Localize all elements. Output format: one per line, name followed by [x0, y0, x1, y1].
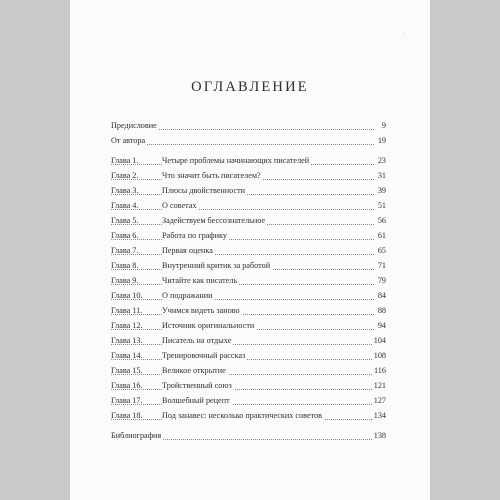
toc-entry-page: 108: [373, 351, 386, 360]
toc-entry-page: 39: [374, 185, 386, 197]
toc-entry-page: 121: [373, 381, 386, 390]
toc-entry-page: 56: [374, 215, 386, 227]
toc-entry-chapter-2: [111, 170, 386, 182]
dot-leader: [111, 144, 374, 145]
dot-leader: [111, 284, 374, 285]
toc-entry-chapter-18: [111, 410, 386, 422]
toc-entry-chapter-11: [111, 305, 386, 317]
toc-entry-page: 84: [374, 290, 386, 302]
chapter-label: Глава 7.: [111, 246, 139, 255]
toc-entry-page: 127: [373, 396, 386, 405]
toc-entry-page: 79: [374, 275, 386, 287]
toc-entry-title: Плюсы двойственности: [162, 186, 246, 195]
toc-entry-title: Что значит быть писателем?: [162, 171, 261, 180]
chapter-label: Глава 2.: [111, 171, 139, 180]
chapter-label: Глава 4.: [111, 201, 139, 210]
toc-entry-chapter-10: [111, 290, 386, 302]
toc-entry-page: 51: [374, 200, 386, 212]
toc-entry-title: Под занавес: несколько практических советов: [162, 411, 323, 420]
dot-leader: [111, 314, 374, 315]
toc-entry-chapter-9: [111, 275, 386, 287]
toc-entry-chapter-8: [111, 260, 386, 272]
dot-leader: [111, 209, 374, 210]
chapter-label: Глава 6.: [111, 231, 139, 240]
toc-entry-from-author: [111, 135, 386, 147]
toc-entry-chapter-1: [111, 155, 386, 167]
toc-entry-title: Первая оценка: [162, 246, 213, 255]
chapter-label: Глава 9.: [111, 276, 139, 285]
toc-entry-chapter-13: [111, 335, 386, 347]
toc-entry-page: 94: [374, 320, 386, 332]
chapter-label: Глава 11.: [111, 306, 143, 315]
toc-entry-title: Предисловие: [111, 121, 157, 130]
toc-entry-chapter-5: [111, 215, 386, 227]
chapter-label: Глава 3.: [111, 186, 139, 195]
toc-entry-title: Учимся видеть заново: [162, 306, 240, 315]
toc-entry-page: 71: [374, 260, 386, 272]
toc-entry-chapter-16: [111, 380, 386, 392]
chapter-label: Глава 12.: [111, 321, 143, 330]
chapter-label: Глава 18.: [111, 411, 143, 420]
toc-entry-chapter-7: [111, 245, 386, 257]
dot-leader: [111, 389, 374, 390]
toc-entry-title: Волшебный рецепт: [162, 396, 230, 405]
toc-entry-title: Внутренний критик за работой: [162, 261, 271, 270]
chapter-label: Глава 15.: [111, 366, 143, 375]
toc-entry-title: О подражании: [162, 291, 213, 300]
toc-entry-title: Великое открытие: [162, 366, 226, 375]
toc-entry-title: Библиография: [111, 431, 162, 440]
chapter-label: Глава 14.: [111, 351, 143, 360]
toc-entry-page: 31: [374, 170, 386, 182]
toc-entry-page: 88: [374, 305, 386, 317]
toc-entry-title: Читайте как писатель: [162, 276, 238, 285]
chapter-label: Глава 1.: [111, 156, 139, 165]
toc-entry-title: От автора: [111, 136, 146, 145]
toc-entry-page: 116: [374, 366, 386, 375]
toc-entry-title: Четыре проблемы начинающих писателей: [162, 156, 310, 165]
toc-entry-title: Задействуем бессознательное: [162, 216, 266, 225]
toc-entry-chapter-14: [111, 350, 386, 362]
toc-entry-title: Работа по графику: [162, 231, 227, 240]
toc-entry-page: 61: [374, 230, 386, 242]
toc-entry-page: 23: [374, 155, 386, 167]
toc-entry-page: 138: [373, 431, 386, 440]
toc-entry-title: Писатель на отдыхе: [162, 336, 232, 345]
dot-leader: [111, 374, 374, 375]
table-of-contents-title: ОГЛАВЛЕНИЕ: [191, 79, 309, 95]
dot-leader: [111, 404, 374, 405]
toc-entry-chapter-6: [111, 230, 386, 242]
toc-entry-bibliography: [111, 430, 386, 442]
chapter-label: Глава 8.: [111, 261, 139, 270]
chapter-label: Глава 13.: [111, 336, 143, 345]
toc-entry-page: 65: [374, 245, 386, 257]
toc-entry-title: Тренировочный рассказ: [162, 351, 246, 360]
dot-leader: [111, 254, 374, 255]
dot-leader: [111, 299, 374, 300]
toc-entry-title: Тройственный союз: [162, 381, 232, 390]
toc-entry-page: 104: [373, 336, 386, 345]
toc-entry-chapter-15: [111, 365, 386, 377]
toc-entry-chapter-12: [111, 320, 386, 332]
dot-leader: [111, 344, 374, 345]
toc-entry-title: Источник оригинальности: [162, 321, 255, 330]
book-page: [70, 0, 430, 500]
toc-entry-page: 19: [374, 135, 386, 147]
toc-entry-page: 9: [374, 120, 386, 132]
chapter-label: Глава 17.: [111, 396, 143, 405]
chapter-label: Глава 10.: [111, 291, 143, 300]
toc-entry-page: 134: [373, 411, 386, 420]
toc-entry-title: О советах: [162, 201, 197, 210]
dot-leader: [111, 239, 374, 240]
chapter-label: Глава 5.: [111, 216, 139, 225]
toc-entry-chapter-4: [111, 200, 386, 212]
toc-entry-chapter-17: [111, 395, 386, 407]
toc-entry-preface: [111, 120, 386, 132]
chapter-label: Глава 16.: [111, 381, 143, 390]
corner-mark: ˙: [402, 32, 406, 41]
toc-entry-chapter-3: [111, 185, 386, 197]
